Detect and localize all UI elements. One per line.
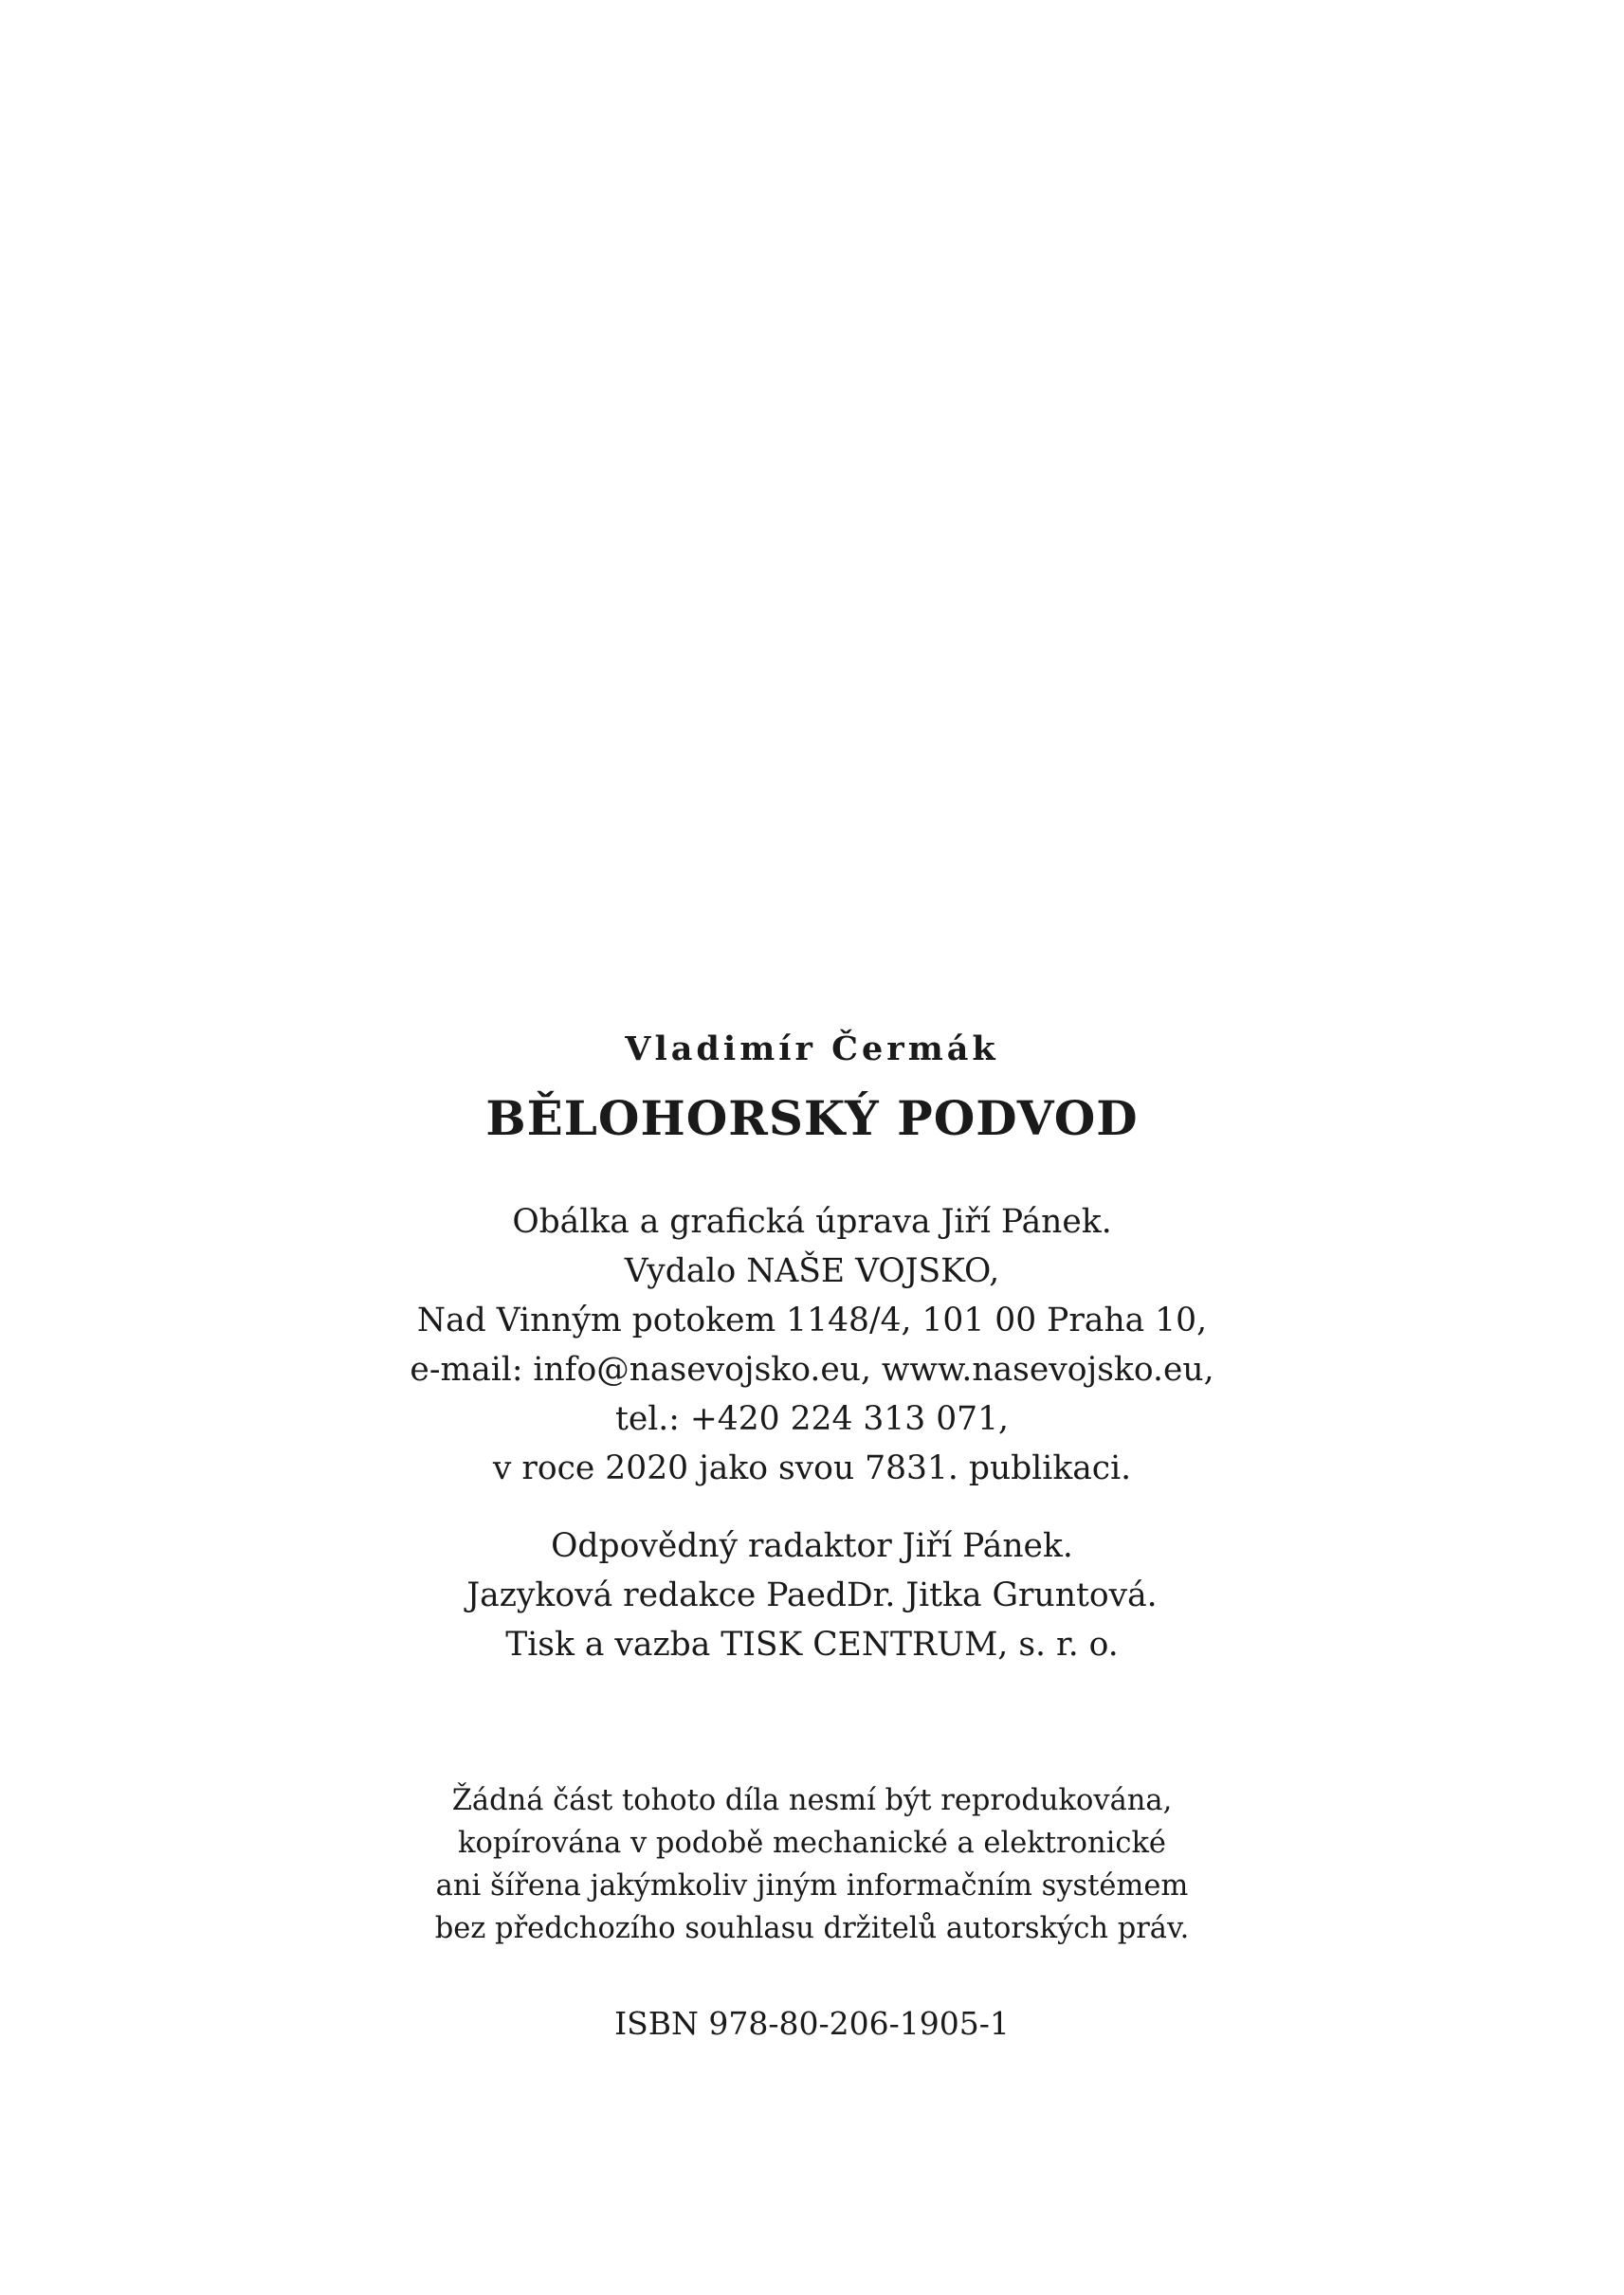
credit-line: Tisk a vazba TISK CENTRUM, s. r. o. bbox=[505, 1626, 1119, 1664]
notice-line: Žádná část tohoto díla nesmí být reprodukována, bbox=[451, 1784, 1173, 1817]
publisher-imprint bbox=[0, 1197, 1624, 1493]
notice-line: ani šířena jakýmkoliv jiným informačním systémem bbox=[435, 1869, 1189, 1903]
notice-line: kopírována v podobě mechanické a elektronické bbox=[458, 1827, 1166, 1860]
credit-line: Odpovědný radaktor Jiří Pánek. bbox=[551, 1527, 1073, 1565]
imprint-line: v roce 2020 jako svou 7831. publikaci. bbox=[492, 1449, 1132, 1487]
imprint-line: Vydalo NAŠE VOJSKO, bbox=[624, 1252, 1000, 1290]
imprint-line: Nad Vinným potokem 1148/4, 101 00 Praha 10, bbox=[416, 1302, 1208, 1339]
book-title: BĚLOHORSKÝ PODVOD bbox=[485, 1090, 1139, 1146]
copyright-notice bbox=[0, 1779, 1624, 1950]
author-name: Vladimír Čermák bbox=[625, 1029, 999, 1068]
imprint-line: tel.: +420 224 313 071, bbox=[614, 1400, 1010, 1438]
isbn: ISBN 978-80-206-1905-1 bbox=[614, 2005, 1010, 2042]
credit-line: Jazyková redakce PaedDr. Jitka Gruntová. bbox=[466, 1576, 1158, 1614]
editorial-credits bbox=[0, 1521, 1624, 1669]
notice-line: bez předchozího souhlasu držitelů autorských práv. bbox=[434, 1912, 1190, 1945]
imprint-line: Obálka a grafická úprava Jiří Pánek. bbox=[512, 1203, 1112, 1241]
imprint-line: e-mail: info@nasevojsko.eu, www.nasevojsko.eu, bbox=[410, 1351, 1214, 1389]
